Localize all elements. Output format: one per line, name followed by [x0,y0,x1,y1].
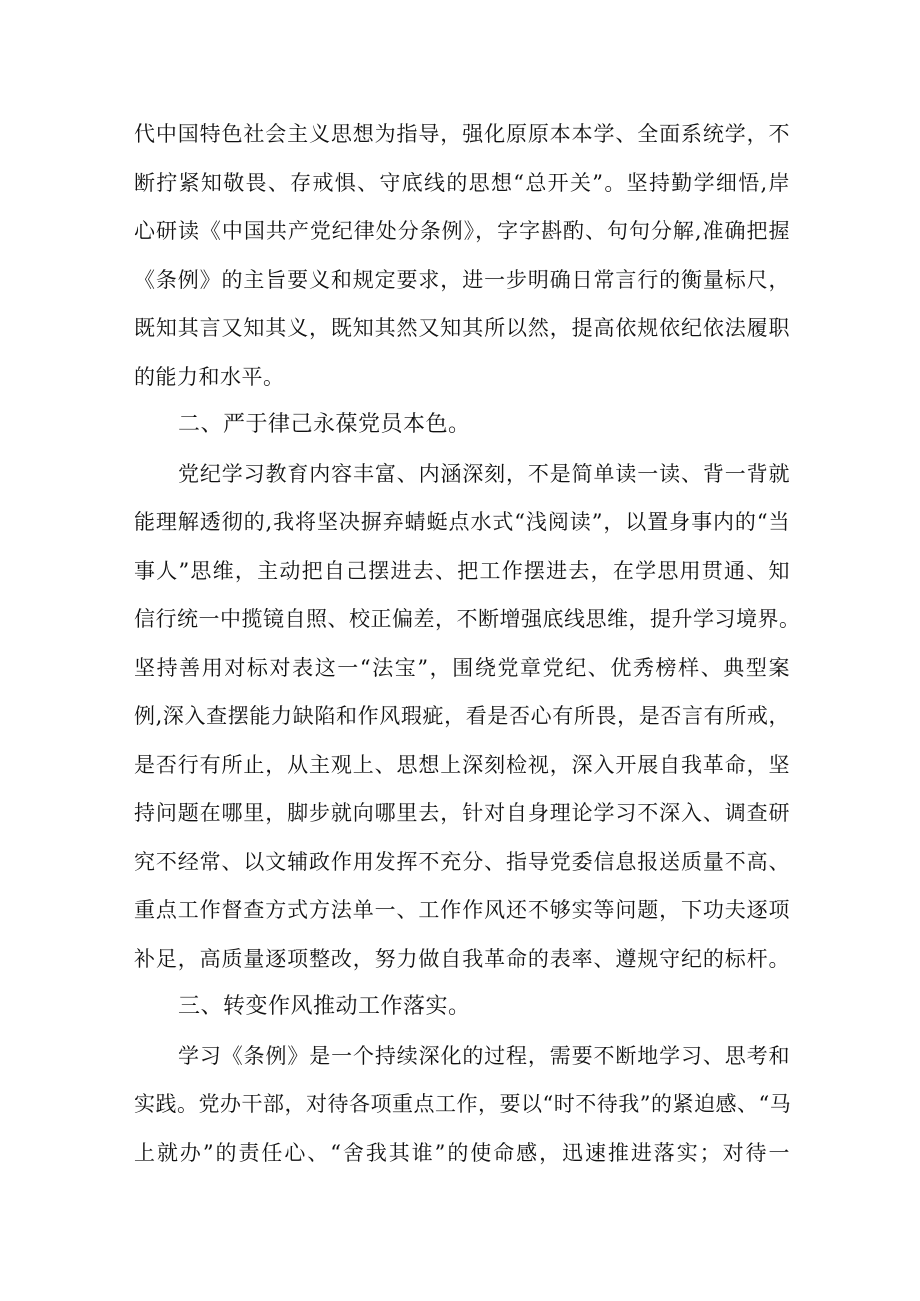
paragraph-1 [134,110,790,401]
text-line: 党纪学习教育内容丰富、内涵深刻，不是简单读一读、背一背就 [178,461,790,486]
section-heading-2: 二、严于律己永葆党员本色。 [178,412,471,437]
text-line: 补足，高质量逐项整改，努力做自我革命的表率、遵规守纪的标杆。 [134,946,790,971]
text-line: 心研读《中国共产党纪律处分条例》，字字斟酌、句句分解,准确把握 [134,219,790,243]
text-line: 实践。党办干部，对待各项重点工作，要以“时不待我”的紧迫感、“马 [134,1092,792,1116]
paragraph-2 [134,450,801,984]
text-line: 能理解透彻的,我将坚决摒弃蜻蜓点水式“浅阅读”，以置身事内的“当 [134,510,790,534]
text-line: 是否行有所止，从主观上、思想上深刻检视，深入开展自我革命，坚 [134,752,790,777]
text-line: 重点工作督查方式方法单一、工作作风还不够实等问题，下功夫逐项 [134,898,790,922]
paragraph-3 [134,1032,790,1178]
text-line: 《条例》的主旨要义和规定要求，进一步明确日常言行的衡量标尺， [134,267,790,292]
text-line: 上就办”的责任心、“舍我其谁”的使命感，迅速推进落实；对待一 [134,1140,790,1165]
text-line: 究不经常、以文辅政作用发挥不充分、指导党委信息报送质量不高、 [134,849,790,874]
text-line: 断拧紧知敬畏、存戒惧、守底线的思想“总开关”。坚持勤学细悟,岸 [134,170,790,195]
text-line: 代中国特色社会主义思想为指导，强化原原本本学、全面系统学，不 [134,122,790,146]
text-line: 既知其言又知其义，既知其然又知其所以然，提高依规依纪依法履职 [134,316,790,340]
text-line: 持问题在哪里，脚步就向哪里去，针对自身理论学习不深入、调查研 [134,801,790,825]
text-line: 坚持善用对标对表这一“法宝”，围绕党章党纪、优秀榜样、典型案 [134,655,790,680]
document-body [134,110,801,1177]
text-line: 学习《条例》是一个持续深化的过程，需要不断地学习、思考和 [178,1043,790,1068]
text-line: 例,深入查摆能力缺陷和作风瑕疵，看是否心有所畏，是否言有所戒， [134,704,790,728]
text-line: 的能力和水平。 [134,364,285,389]
section-heading-3: 三、转变作风推动工作落实。 [178,994,471,1019]
text-line: 事人”思维，主动把自己摆进去、把工作摆进去，在学思用贯通、知 [134,558,790,583]
text-line: 信行统一中揽镜自照、校正偏差，不断增强底线思维，提升学习境界。 [134,607,801,631]
